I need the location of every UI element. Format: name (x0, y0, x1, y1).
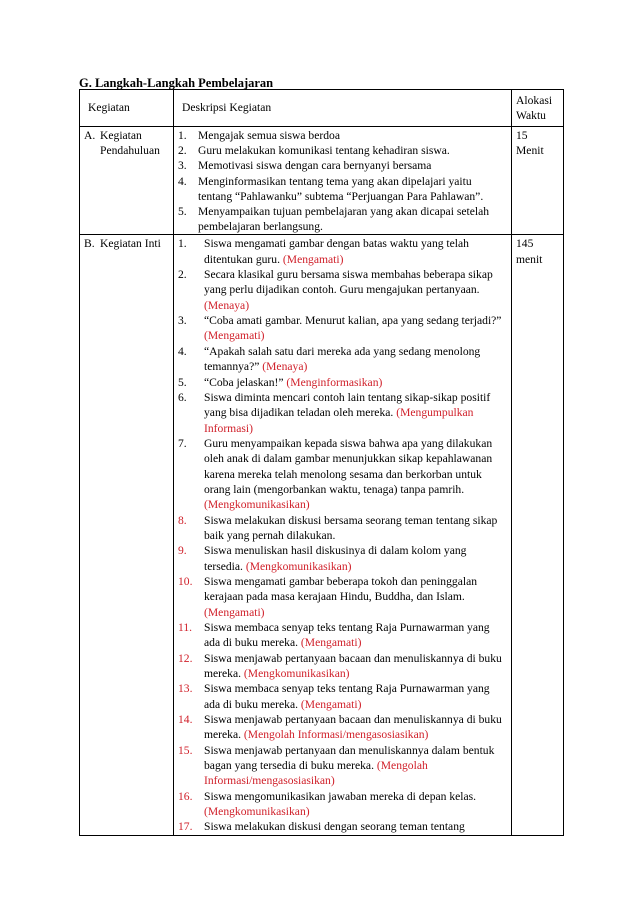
step-text (204, 743, 507, 789)
step-item (178, 620, 507, 651)
step-description: Siswa menuliskan hasil diskusinya di dalam kolom yang tersedia. (204, 544, 467, 573)
step-item (178, 436, 507, 513)
step-text (204, 819, 507, 834)
step-number: 11. (178, 621, 193, 635)
kegiatan-cell-pendahuluan (80, 127, 174, 235)
table-row-pendahuluan (80, 127, 564, 235)
step-item (178, 681, 507, 712)
step-number: 9. (178, 544, 187, 558)
step-item (178, 174, 507, 204)
step-description: Guru melakukan komunikasi tentang kehadiran siswa. (198, 144, 450, 158)
step-number: 3. (178, 159, 187, 173)
step-text (198, 128, 507, 143)
step-activity-tag: (Mengamati) (282, 252, 344, 266)
step-description: Menginformasikan tentang tema yang akan dipelajari yaitu tentang “Pahlawanku” subtema “Perjuangan Para Pahlawan”. (198, 174, 484, 203)
step-text (204, 574, 507, 620)
header-deskripsi: Deskripsi Kegiatan (174, 90, 512, 127)
deskripsi-cell-inti (174, 235, 512, 835)
table-row-inti (80, 235, 564, 835)
step-number: 6. (178, 390, 187, 404)
step-text (204, 390, 507, 436)
header-alokasi-line2: Waktu (516, 109, 546, 122)
step-text (204, 513, 507, 544)
step-description: “Apakah salah satu dari mereka ada yang sedang menolong temannya?” (204, 344, 481, 374)
step-item (178, 819, 507, 834)
step-activity-tag: (Mengumpulkan Informasi) (204, 406, 474, 435)
step-text (204, 267, 507, 313)
step-description: Siswa diminta mencari contoh lain tentang sikap-sikap positif yang bisa dijadikan teladan oleh mereka. (204, 390, 491, 420)
header-kegiatan: Kegiatan (80, 90, 174, 127)
step-item (178, 651, 507, 682)
table-header-row (80, 90, 564, 127)
step-text (204, 543, 507, 574)
step-activity-tag: (Menginformasikan) (286, 375, 383, 389)
step-number: 14. (178, 713, 193, 727)
time-unit: Menit (516, 144, 544, 158)
step-description: Mengajak semua siswa berdoa (198, 129, 340, 142)
section-title: G. Langkah-Langkah Pembelajaran (79, 76, 274, 90)
step-number: 7. (178, 436, 187, 450)
step-text (204, 375, 507, 390)
step-activity-tag: (Mengamati) (204, 329, 265, 343)
step-text (204, 681, 507, 712)
step-item (178, 390, 507, 436)
step-item (178, 236, 507, 267)
header-alokasi-line1: Alokasi (516, 94, 553, 107)
step-text (198, 204, 507, 234)
step-activity-tag: (Mengkomunikasikan) (204, 498, 310, 512)
step-item (178, 574, 507, 620)
step-description: “Coba jelaskan!” (204, 375, 284, 389)
step-item (178, 313, 507, 344)
kegiatan-cell-inti (80, 235, 174, 835)
step-activity-tag: (Menaya) (262, 360, 308, 374)
kegiatan-name: Kegiatan Inti (100, 237, 161, 251)
step-text (204, 436, 507, 513)
header-alokasi-waktu (512, 90, 564, 127)
step-number: 17. (178, 820, 193, 834)
step-item (178, 344, 507, 375)
step-description: Siswa membaca senyap teks tentang Raja Purnawarman yang ada di buku mereka. (204, 621, 490, 650)
step-number: 4. (178, 344, 187, 358)
step-activity-tag: (Mengkomunikasikan) (245, 559, 352, 573)
time-unit: menit (516, 252, 543, 266)
step-description: Memotivasi siswa dengan cara bernyanyi bersama (198, 159, 432, 173)
step-activity-tag: (Menaya) (204, 298, 250, 312)
step-text (204, 313, 507, 344)
step-item (178, 158, 507, 173)
kegiatan-letter: A. (84, 129, 96, 142)
step-item (178, 143, 507, 158)
step-description: Siswa mengamati gambar dengan batas waktu yang telah ditentukan guru. (204, 237, 469, 266)
step-text (204, 344, 507, 375)
kegiatan-name: Kegiatan Pendahuluan (100, 129, 160, 158)
step-activity-tag: (Mengamati) (300, 697, 362, 711)
step-activity-tag: (Mengamati) (300, 636, 362, 650)
step-number: 1. (178, 237, 187, 251)
step-description: Siswa melakukan diskusi dengan seorang teman tentang (204, 820, 465, 834)
step-number: 13. (178, 682, 193, 696)
step-item (178, 513, 507, 544)
step-text (204, 236, 507, 267)
alokasi-cell-inti (512, 235, 564, 835)
step-item (178, 267, 507, 313)
step-number: 15. (178, 743, 193, 757)
step-number: 2. (178, 268, 187, 282)
step-item (178, 543, 507, 574)
step-description: Guru menyampaikan kepada siswa bahwa apa yang dilakukan oleh anak di dalam gambar menunjukkan sikap kepahlawanan karena mereka telah menolong sesama dan berkorban untuk orang lain (mengorbankan waktu, tenaga) tanpa pamrih. (204, 436, 493, 496)
step-text (198, 143, 507, 158)
step-number: 5. (178, 205, 187, 219)
step-number: 2. (178, 144, 187, 158)
alokasi-cell-pendahuluan (512, 127, 564, 235)
step-description: Secara klasikal guru bersama siswa membahas beberapa sikap yang perlu dijadikan contoh. Guru mengajukan pertanyaan. (204, 268, 493, 297)
step-item (178, 375, 507, 390)
step-text (204, 712, 507, 743)
step-item (178, 712, 507, 743)
step-description: Menyampaikan tujuan pembelajaran yang akan dicapai setelah pembelajaran berlangsung. (198, 205, 490, 234)
steps-list-pendahuluan (178, 127, 507, 234)
step-item (178, 743, 507, 789)
step-item (178, 204, 507, 234)
lesson-steps-table (79, 89, 564, 836)
step-description: Siswa mengamati gambar beberapa tokoh dan peninggalan kerajaan pada masa kerajaan Hindu, Buddha, dan Islam. (204, 574, 478, 604)
step-activity-tag: (Mengkomunikasikan) (243, 667, 350, 681)
step-text (198, 174, 507, 204)
deskripsi-cell-pendahuluan (174, 127, 512, 235)
step-number: 10. (178, 574, 193, 588)
steps-list-inti (178, 235, 507, 834)
step-number: 8. (178, 513, 187, 527)
step-description: Siswa menjawab pertanyaan bacaan dan menuliskannya di buku mereka. (204, 713, 502, 742)
step-item (178, 128, 507, 143)
step-description: Siswa menjawab pertanyaan dan menuliskannya dalam bentuk bagan yang tersedia di buku mereka. (204, 743, 495, 773)
step-description: “Coba amati gambar. Menurut kalian, apa yang sedang terjadi?” (204, 314, 502, 328)
step-activity-tag: (Mengolah Informasi/mengasosiasikan) (204, 759, 428, 788)
step-number: 4. (178, 174, 187, 188)
step-text (204, 651, 507, 682)
step-text (204, 620, 507, 651)
step-number: 3. (178, 314, 187, 328)
step-activity-tag: (Mengolah Informasi/mengasosiasikan) (243, 728, 429, 742)
step-number: 5. (178, 375, 187, 389)
step-item (178, 789, 507, 820)
time-value: 15 (516, 129, 528, 142)
step-text (198, 158, 507, 173)
step-description: Siswa membaca senyap teks tentang Raja Purnawarman yang ada di buku mereka. (204, 682, 490, 711)
step-description: Siswa melakukan diskusi bersama seorang teman tentang sikap baik yang pernah dilakukan. (204, 513, 498, 542)
kegiatan-letter: B. (84, 237, 95, 251)
step-activity-tag: (Mengkomunikasikan) (204, 805, 310, 819)
step-description: Siswa menjawab pertanyaan bacaan dan menuliskannya di buku mereka. (204, 651, 502, 681)
step-number: 16. (178, 789, 193, 803)
step-number: 12. (178, 651, 193, 665)
step-number: 1. (178, 129, 187, 142)
step-description: Siswa mengomunikasikan jawaban mereka di depan kelas. (204, 789, 477, 803)
time-value: 145 (516, 237, 534, 251)
step-activity-tag: (Mengamati) (204, 605, 265, 619)
step-text (204, 789, 507, 820)
